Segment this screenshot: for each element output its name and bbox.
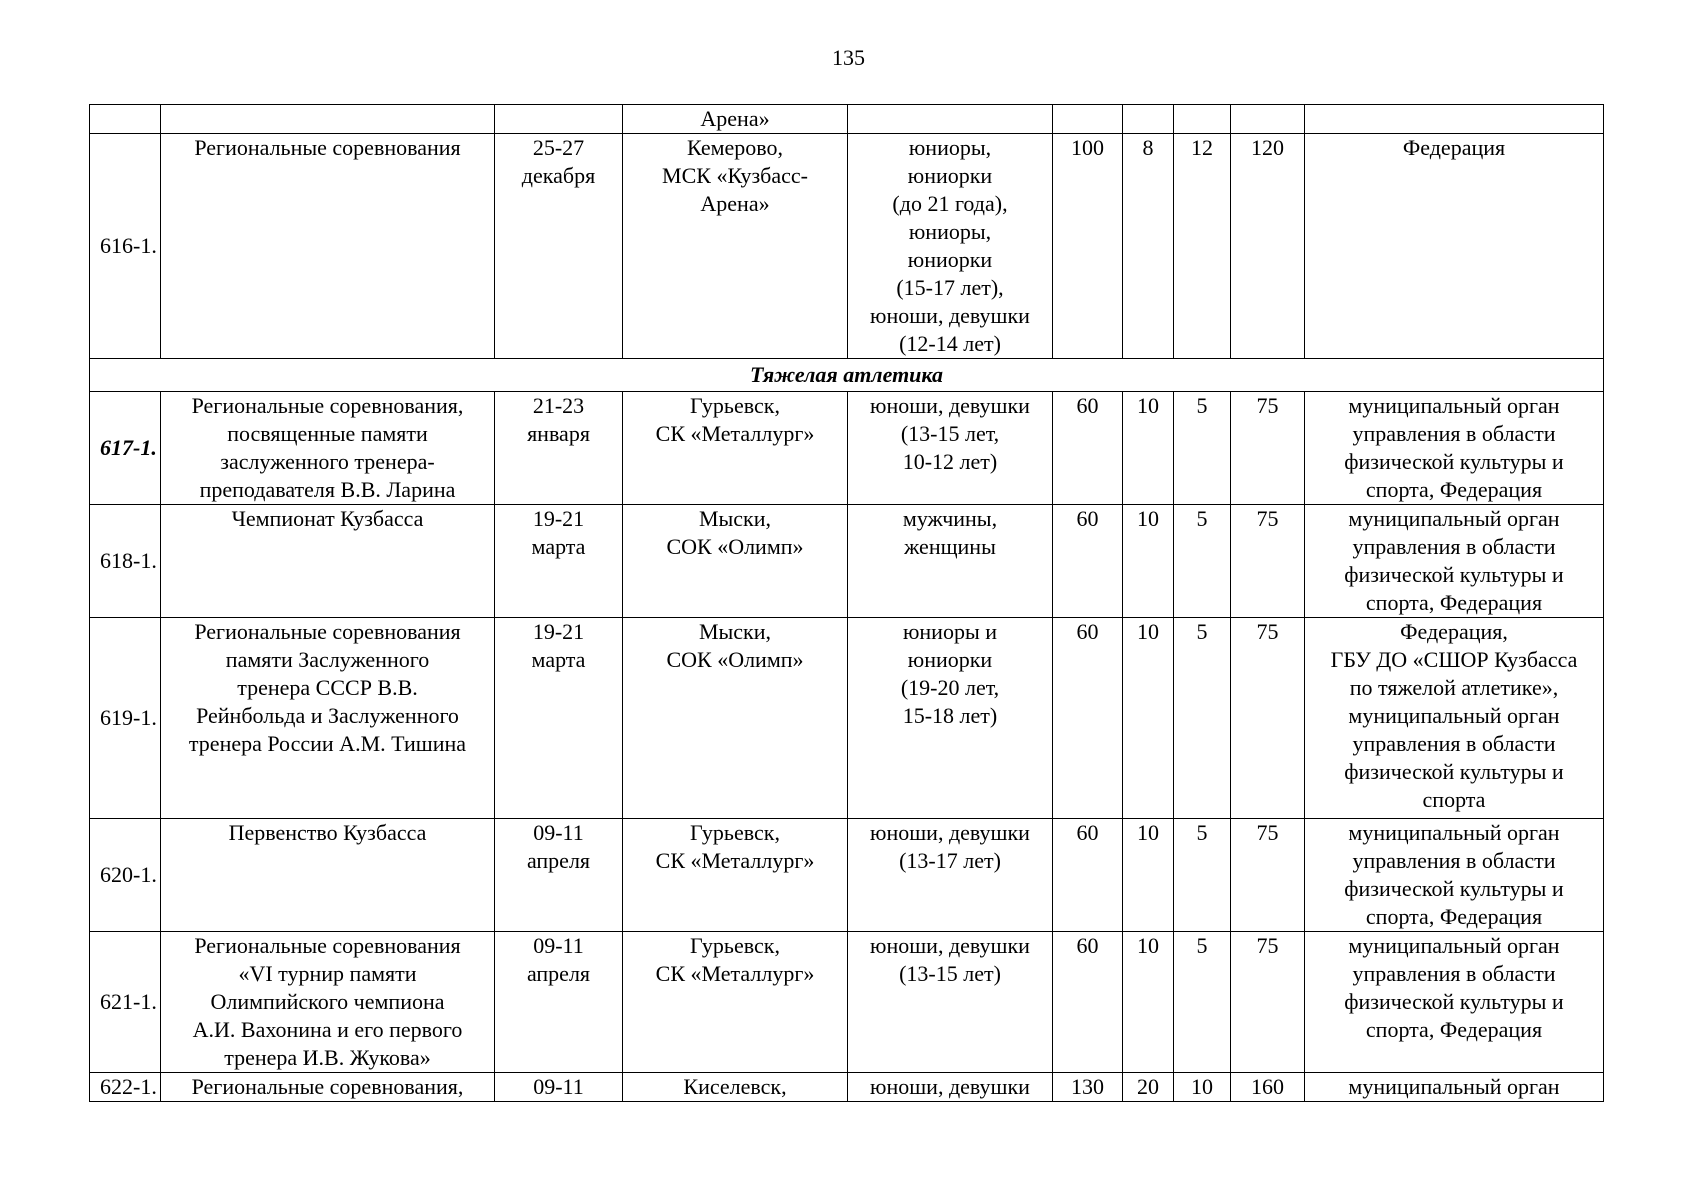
organizer-line: управления в области bbox=[1352, 848, 1556, 873]
organizer-line: физической культуры и bbox=[1344, 989, 1564, 1014]
organizer-line: муниципальный орган bbox=[1348, 1074, 1560, 1099]
continuation-row bbox=[90, 105, 1604, 134]
event-location-line: Арена» bbox=[700, 191, 770, 216]
count-c2: 10 bbox=[1123, 932, 1174, 1073]
page-number: 135 bbox=[832, 45, 865, 70]
participants-line: юноши, девушки bbox=[870, 393, 1030, 418]
event-dates bbox=[495, 819, 623, 932]
participants-line: юноши, девушки bbox=[870, 303, 1030, 328]
location-line: Арена» bbox=[700, 106, 770, 131]
organizer-line: спорта, Федерация bbox=[1365, 1017, 1543, 1042]
event-location bbox=[623, 932, 848, 1073]
organizer-line: ГБУ ДО «СШОР Кузбасса bbox=[1330, 647, 1578, 672]
organizer-line: спорта, Федерация bbox=[1365, 904, 1543, 929]
cell-organizer bbox=[1305, 105, 1604, 134]
event-name-line: памяти Заслуженного bbox=[225, 647, 430, 672]
event-dates-line: января bbox=[527, 421, 590, 446]
count-c2: 10 bbox=[1123, 618, 1174, 819]
event-organizer bbox=[1305, 819, 1604, 932]
event-name bbox=[161, 505, 495, 618]
organizer-line: Федерация bbox=[1402, 135, 1506, 160]
event-name bbox=[161, 932, 495, 1073]
participants-line: (19-20 лет, bbox=[900, 675, 1000, 700]
participants-line: 15-18 лет) bbox=[902, 703, 998, 728]
organizer-line: физической культуры и bbox=[1344, 759, 1564, 784]
event-location-line: Мыски, bbox=[698, 619, 772, 644]
event-dates-line: апреля bbox=[526, 961, 591, 986]
row-number: 621-1. bbox=[90, 932, 161, 1073]
participants-line: (до 21 года), bbox=[892, 191, 1008, 216]
organizer-line: управления в области bbox=[1352, 421, 1556, 446]
event-organizer bbox=[1305, 618, 1604, 819]
count-c4: 75 bbox=[1231, 932, 1305, 1073]
event-name-line: преподавателя В.В. Ларина bbox=[199, 477, 456, 502]
table-body bbox=[90, 105, 1604, 1102]
participants-line: юноши, девушки bbox=[870, 933, 1030, 958]
participants-line: (13-15 лет, bbox=[900, 421, 1000, 446]
organizer-line: муниципальный орган bbox=[1348, 933, 1560, 958]
count-c3: 12 bbox=[1174, 134, 1231, 359]
count-c4: 120 bbox=[1231, 134, 1305, 359]
participants-line: 10-12 лет) bbox=[902, 449, 998, 474]
event-location bbox=[623, 819, 848, 932]
organizer-line: муниципальный орган bbox=[1348, 820, 1560, 845]
organizer-line: по тяжелой атлетике», bbox=[1349, 675, 1559, 700]
cell-num bbox=[90, 105, 161, 134]
table-row bbox=[90, 134, 1604, 359]
event-name-line: Первенство Кузбасса bbox=[228, 820, 427, 845]
event-name bbox=[161, 134, 495, 359]
event-name-line: Региональные соревнования bbox=[194, 619, 461, 644]
organizer-line: спорта, Федерация bbox=[1365, 590, 1543, 615]
organizer-line: муниципальный орган bbox=[1348, 393, 1560, 418]
participants-line: женщины bbox=[904, 534, 996, 559]
event-dates-line: апреля bbox=[526, 848, 591, 873]
row-number: 622-1. bbox=[90, 1073, 161, 1102]
organizer-line: спорта bbox=[1422, 787, 1486, 812]
event-organizer bbox=[1305, 392, 1604, 505]
organizer-line: физической культуры и bbox=[1344, 449, 1564, 474]
cell-c4 bbox=[1231, 105, 1305, 134]
event-name-line: тренера СССР В.В. bbox=[237, 675, 418, 700]
cell-c3 bbox=[1174, 105, 1231, 134]
table-row bbox=[90, 392, 1604, 505]
event-location bbox=[623, 392, 848, 505]
count-c4: 75 bbox=[1231, 819, 1305, 932]
organizer-line: спорта, Федерация bbox=[1365, 477, 1543, 502]
count-c4: 75 bbox=[1231, 392, 1305, 505]
event-dates bbox=[495, 392, 623, 505]
organizer-line: управления в области bbox=[1352, 961, 1556, 986]
count-c4: 75 bbox=[1231, 505, 1305, 618]
event-name-line: Рейнбольда и Заслуженного bbox=[196, 703, 459, 728]
event-name-line: Чемпионат Кузбасса bbox=[231, 506, 424, 531]
count-c1: 60 bbox=[1053, 932, 1123, 1073]
event-location bbox=[623, 134, 848, 359]
event-dates-line: декабря bbox=[521, 163, 596, 188]
participants-line: (12-14 лет) bbox=[899, 331, 1001, 356]
event-dates-line: 19-21 bbox=[532, 506, 585, 531]
count-c2: 20 bbox=[1123, 1073, 1174, 1102]
participants-line: (13-15 лет) bbox=[899, 961, 1001, 986]
section-row bbox=[90, 359, 1604, 392]
event-dates-line: 19-21 bbox=[532, 619, 585, 644]
event-name-line: заслуженного тренера- bbox=[220, 449, 435, 474]
count-c3: 5 bbox=[1174, 505, 1231, 618]
table-row bbox=[90, 932, 1604, 1073]
cell-location bbox=[623, 105, 848, 134]
organizer-line: муниципальный орган bbox=[1348, 703, 1560, 728]
count-c2: 10 bbox=[1123, 819, 1174, 932]
participants-line: юниорки bbox=[907, 163, 993, 188]
count-c4: 75 bbox=[1231, 618, 1305, 819]
row-number: 617-1. bbox=[90, 392, 161, 505]
event-location-line: СОК «Олимп» bbox=[666, 647, 804, 672]
table-row bbox=[90, 505, 1604, 618]
event-name-line: Олимпийского чемпиона bbox=[210, 989, 445, 1014]
participants-line: (15-17 лет), bbox=[896, 275, 1004, 300]
event-organizer bbox=[1305, 505, 1604, 618]
participants-line: юноши, девушки bbox=[870, 820, 1030, 845]
event-dates-line: 25-27 bbox=[532, 135, 585, 160]
cell-c1 bbox=[1053, 105, 1123, 134]
count-c2: 10 bbox=[1123, 392, 1174, 505]
event-location-line: Кемерово, bbox=[686, 135, 784, 160]
event-name bbox=[161, 819, 495, 932]
event-participants bbox=[848, 392, 1053, 505]
participants-line: (13-17 лет) bbox=[899, 848, 1001, 873]
count-c1: 100 bbox=[1053, 134, 1123, 359]
organizer-line: физической культуры и bbox=[1344, 876, 1564, 901]
event-location-line: Киселевск, bbox=[683, 1074, 787, 1099]
count-c3: 5 bbox=[1174, 932, 1231, 1073]
count-c3: 5 bbox=[1174, 392, 1231, 505]
participants-line: мужчины, bbox=[902, 506, 998, 531]
event-dates-line: 09-11 bbox=[533, 933, 584, 958]
count-c1: 60 bbox=[1053, 505, 1123, 618]
event-participants bbox=[848, 505, 1053, 618]
table-row bbox=[90, 1073, 1604, 1102]
event-name-line: А.И. Вахонина и его первого bbox=[192, 1017, 463, 1042]
event-dates bbox=[495, 1073, 623, 1102]
event-dates-line: 09-11 bbox=[533, 820, 584, 845]
participants-line: юниоры, bbox=[908, 135, 992, 160]
event-dates bbox=[495, 932, 623, 1073]
participants-line: юниоры, bbox=[908, 219, 992, 244]
event-location-line: Гурьевск, bbox=[690, 933, 780, 958]
event-location-line: Гурьевск, bbox=[690, 393, 780, 418]
event-organizer bbox=[1305, 134, 1604, 359]
event-name bbox=[161, 618, 495, 819]
cell-c2 bbox=[1123, 105, 1174, 134]
row-number: 619-1. bbox=[90, 618, 161, 819]
event-name-line: Региональные соревнования, bbox=[191, 1074, 464, 1099]
row-number: 616-1. bbox=[90, 134, 161, 359]
event-name-line: Региональные соревнования bbox=[194, 933, 461, 958]
event-participants bbox=[848, 819, 1053, 932]
event-participants bbox=[848, 618, 1053, 819]
participants-line: юниорки bbox=[907, 247, 993, 272]
event-location bbox=[623, 618, 848, 819]
count-c3: 5 bbox=[1174, 819, 1231, 932]
event-location-line: Мыски, bbox=[698, 506, 772, 531]
organizer-line: муниципальный орган bbox=[1348, 506, 1560, 531]
organizer-line: физической культуры и bbox=[1344, 562, 1564, 587]
cell-name bbox=[161, 105, 495, 134]
organizer-line: управления в области bbox=[1352, 534, 1556, 559]
event-dates bbox=[495, 134, 623, 359]
event-dates-line: 21-23 bbox=[532, 393, 585, 418]
event-organizer bbox=[1305, 932, 1604, 1073]
cell-participants bbox=[848, 105, 1053, 134]
event-location-line: СК «Металлург» bbox=[655, 848, 815, 873]
count-c1: 60 bbox=[1053, 819, 1123, 932]
event-dates-line: марта bbox=[531, 647, 586, 672]
table-row bbox=[90, 618, 1604, 819]
event-dates-line: 09-11 bbox=[533, 1074, 584, 1099]
event-dates-line: марта bbox=[531, 534, 586, 559]
row-number: 618-1. bbox=[90, 505, 161, 618]
count-c4: 160 bbox=[1231, 1073, 1305, 1102]
participants-line: юниоры и bbox=[902, 619, 998, 644]
count-c1: 130 bbox=[1053, 1073, 1123, 1102]
row-number: 620-1. bbox=[90, 819, 161, 932]
participants-line: юниорки bbox=[907, 647, 993, 672]
event-dates bbox=[495, 505, 623, 618]
count-c1: 60 bbox=[1053, 392, 1123, 505]
organizer-line: управления в области bbox=[1352, 731, 1556, 756]
count-c3: 10 bbox=[1174, 1073, 1231, 1102]
event-name-line: посвященные памяти bbox=[227, 421, 428, 446]
event-name-line: тренера России А.М. Тишина bbox=[188, 731, 467, 756]
event-location-line: СК «Металлург» bbox=[655, 961, 815, 986]
event-name-line: тренера И.В. Жукова» bbox=[224, 1045, 431, 1070]
event-location-line: СК «Металлург» bbox=[655, 421, 815, 446]
table-row bbox=[90, 819, 1604, 932]
organizer-line: Федерация, bbox=[1400, 619, 1508, 644]
event-name-line: Региональные соревнования, bbox=[191, 393, 464, 418]
count-c1: 60 bbox=[1053, 618, 1123, 819]
event-location-line: МСК «Кузбасс- bbox=[662, 163, 808, 188]
event-participants bbox=[848, 932, 1053, 1073]
event-name bbox=[161, 392, 495, 505]
event-name-line: Региональные соревнования bbox=[194, 135, 461, 160]
event-dates bbox=[495, 618, 623, 819]
event-location-line: СОК «Олимп» bbox=[666, 534, 804, 559]
event-name bbox=[161, 1073, 495, 1102]
event-participants bbox=[848, 134, 1053, 359]
events-table bbox=[89, 104, 1604, 1102]
count-c2: 10 bbox=[1123, 505, 1174, 618]
event-location bbox=[623, 1073, 848, 1102]
event-name-line: «VI турнир памяти bbox=[238, 961, 417, 986]
event-location-line: Гурьевск, bbox=[690, 820, 780, 845]
count-c3: 5 bbox=[1174, 618, 1231, 819]
cell-dates bbox=[495, 105, 623, 134]
count-c2: 8 bbox=[1123, 134, 1174, 359]
event-participants bbox=[848, 1073, 1053, 1102]
event-organizer bbox=[1305, 1073, 1604, 1102]
event-location bbox=[623, 505, 848, 618]
section-title: Тяжелая атлетика bbox=[90, 359, 1604, 392]
participants-line: юноши, девушки bbox=[870, 1074, 1030, 1099]
